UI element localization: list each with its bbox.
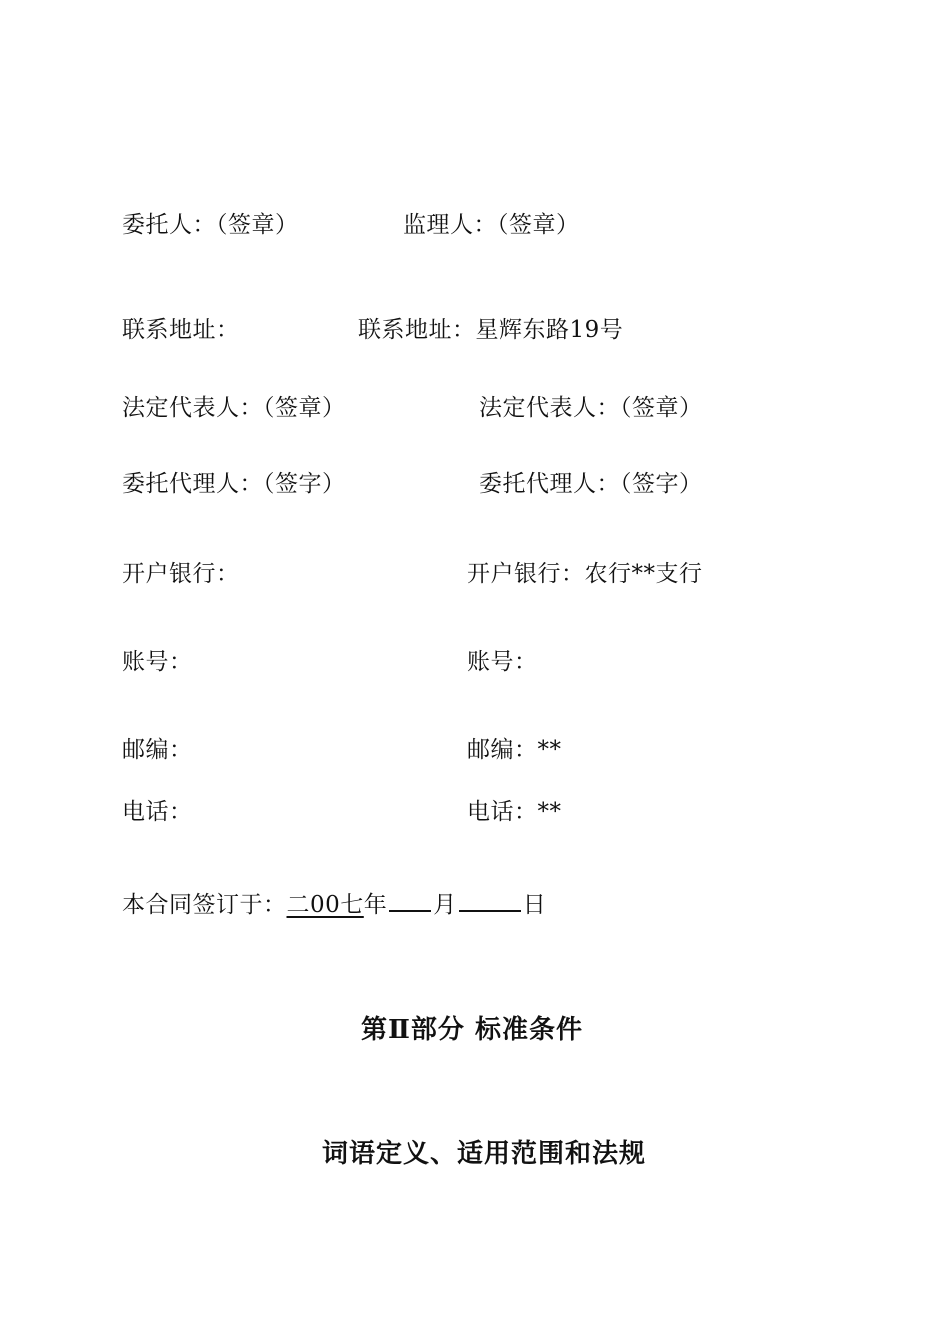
principal-account-label: 账号： bbox=[122, 649, 193, 675]
principal-legal-rep-label: 法定代表人：（签章） bbox=[122, 395, 346, 421]
supervisor-agent-label: 委托代理人：（签字） bbox=[479, 471, 703, 497]
signing-date-day-label: 日 bbox=[522, 892, 547, 918]
signing-date-prefix: 本合同签订于： bbox=[122, 892, 287, 918]
supervisor-legal-rep-label: 法定代表人：（签章） bbox=[479, 395, 703, 421]
part-title: 第Ⅱ部分 标准条件 bbox=[361, 1015, 583, 1045]
section-title: 词语定义、适用范围和法规 bbox=[322, 1139, 647, 1169]
signing-month-blank bbox=[389, 888, 431, 912]
principal-phone-label: 电话： bbox=[122, 799, 193, 825]
supervisor-address-label: 联系地址：星辉东路19号 bbox=[358, 317, 624, 343]
principal-postcode-label: 邮编： bbox=[122, 737, 193, 763]
supervisor-postcode-label: 邮编：** bbox=[467, 737, 562, 763]
supervisor-phone-label: 电话：** bbox=[467, 799, 562, 825]
signing-date-month-label: 月 bbox=[433, 892, 457, 918]
supervisor-seal-label: 监理人：（签章） bbox=[403, 212, 580, 238]
supervisor-bank-label: 开户银行：农行**支行 bbox=[467, 561, 703, 587]
signing-date-year-label: 年 bbox=[363, 892, 388, 918]
signing-date-year: 二00七 bbox=[286, 892, 364, 918]
principal-seal-label: 委托人：（签章） bbox=[122, 212, 299, 238]
signing-day-blank bbox=[459, 888, 521, 912]
principal-bank-label: 开户银行： bbox=[122, 561, 240, 587]
supervisor-account-label: 账号： bbox=[467, 649, 538, 675]
principal-agent-label: 委托代理人：（签字） bbox=[122, 471, 346, 497]
signing-date-line bbox=[122, 888, 546, 920]
principal-address-label: 联系地址： bbox=[122, 317, 240, 343]
